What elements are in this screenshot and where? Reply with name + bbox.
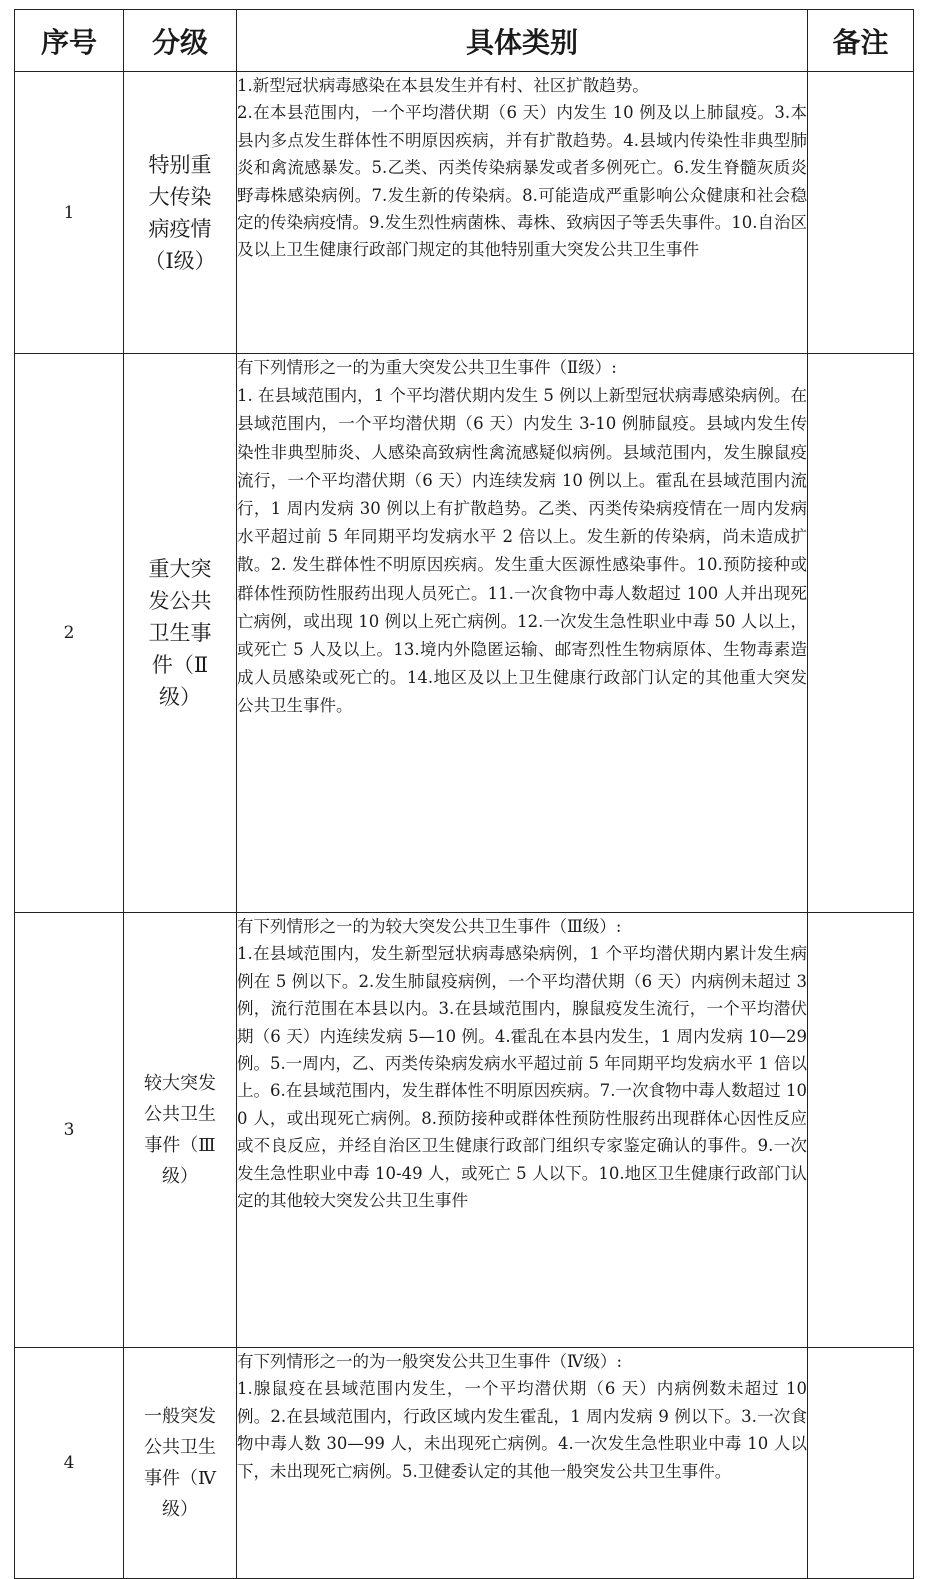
row-note <box>808 354 914 913</box>
row-note <box>808 72 914 354</box>
description-paragraph: 1.新型冠状病毒感染在本县发生并有村、社区扩散趋势。 <box>237 76 649 95</box>
header-category: 具体类别 <box>237 10 808 72</box>
row-description <box>237 354 808 913</box>
header-level: 分级 <box>124 10 237 72</box>
header-serial-number: 序号 <box>15 10 124 72</box>
table-row <box>15 1348 914 1579</box>
row-note <box>808 1348 914 1579</box>
row-description <box>237 72 808 354</box>
event-grading-table <box>14 9 914 1579</box>
row-description <box>237 913 808 1348</box>
row-description <box>237 1348 808 1579</box>
row-level-cell <box>124 913 237 1348</box>
row-level: 重大突发公共卫生事件（Ⅱ级） <box>148 557 212 709</box>
row-level: 一般突发公共卫生事件（Ⅳ级） <box>144 1406 216 1520</box>
header-row <box>15 10 914 72</box>
description-paragraph: 有下列情形之一的为一般突发公共卫生事件（Ⅳ级）: <box>237 1352 623 1371</box>
row-level: 特别重大传染病疫情（Ⅰ级） <box>144 152 216 273</box>
row-number: 1 <box>15 72 124 354</box>
row-number: 4 <box>15 1348 124 1579</box>
row-level-cell <box>124 72 237 354</box>
table-row <box>15 72 914 354</box>
table-row <box>15 913 914 1348</box>
row-number: 2 <box>15 354 124 913</box>
description-paragraph: 1.腺鼠疫在县域范围内发生，一个平均潜伏期（6 天）内病例数未超过 10 例。2.在县域范围内，行政区域内发生霍乱，1 周内发病 9 例以下。3.一次食物中毒人数 30—99 人，未出现死亡病例。4.一次发生急性职业中毒 10 人以下，未出现死亡病例。5.卫健委认定的其他一般突发公共卫生事件。 <box>237 1379 807 1481</box>
description-paragraph: 2.在本县范围内，一个平均潜伏期（6 天）内发生 10 例及以上肺鼠疫。3.本县内多点发生群体性不明原因疾病，并有扩散趋势。4.县域内传染性非典型肺炎和禽流感暴发。5.乙类、丙类传染病暴发或者多例死亡。6.发生脊髓灰质炎野毒株感染病例。7.发生新的传染病。8.可能造成严重影响公众健康和社会稳定的传染病疫情。9.发生烈性病菌株、毒株、致病因子等丢失事件。10.自治区及以上卫生健康行政部门规定的其他特别重大突发公共卫生事件 <box>237 103 807 260</box>
row-level-cell <box>124 354 237 913</box>
description-paragraph: 1.在县域范围内，发生新型冠状病毒感染病例，1 个平均潜伏期内累计发生病例在 5 例以下。2.发生肺鼠疫病例，一个平均潜伏期（6 天）内病例未超过 3 例，流行范围在本县以内。3.在县域范围内，腺鼠疫发生流行，一个平均潜伏期（6 天）内连续发病 5—10 例。4.霍乱在本县内发生，1 周内发病 10—29 例。5.一周内，乙、丙类传染病发病水平超过前 5 年同期平均发病水平 1 倍以上。6.在县域范围内，发生群体性不明原因疾病。7.一次食物中毒人数超过 100 人，或出现死亡病例。8.预防接种或群体性预防性服药出现群体心因性反应或不良反应，并经自治区卫生健康行政部门组织专家鉴定确认的事件。9.一次发生急性职业中毒 10-49 人，或死亡 5 人以下。10.地区卫生健康行政部门认定的其他较大突发公共卫生事件 <box>237 944 807 1211</box>
table-row <box>15 354 914 913</box>
description-paragraph: 1. 在县域范围内，1 个平均潜伏期内发生 5 例以上新型冠状病毒感染病例。在县域范围内，一个平均潜伏期（6 天）内发生 3-10 例肺鼠疫。县域内发生传染性非典型肺炎、人感染高致病性禽流感疑似病例。县域范围内，发生腺鼠疫流行，一个平均潜伏期（6 天）内连续发病 10 例以上。霍乱在县域范围内流行，1 周内发病 30 例以上有扩散趋势。乙类、丙类传染病疫情在一周内发病水平超过前 5 年同期平均发病水平 2 倍以上。发生新的传染病，尚未造成扩散。2. 发生群体性不明原因疾病。发生重大医源性感染事件。10.预防接种或群体性预防性服药出现人员死亡。11.一次食物中毒人数超过 100 人并出现死亡病例，或出现 10 例以上死亡病例。12.一次发生急性职业中毒 50 人以上，或死亡 5 人及以上。13.境内外隐匿运输、邮寄烈性生物病原体、生物毒素造成人员感染或死亡的。14.地区及以上卫生健康行政部门认定的其他重大突发公共卫生事件。 <box>237 386 807 716</box>
row-level: 较大突发公共卫生事件（Ⅲ级） <box>144 1073 216 1187</box>
description-paragraph: 有下列情形之一的为较大突发公共卫生事件（Ⅲ级）: <box>237 917 622 936</box>
row-note <box>808 913 914 1348</box>
description-paragraph: 有下列情形之一的为重大突发公共卫生事件（Ⅱ级）: <box>237 358 617 377</box>
row-level-cell <box>124 1348 237 1579</box>
header-note: 备注 <box>808 10 914 72</box>
row-number: 3 <box>15 913 124 1348</box>
